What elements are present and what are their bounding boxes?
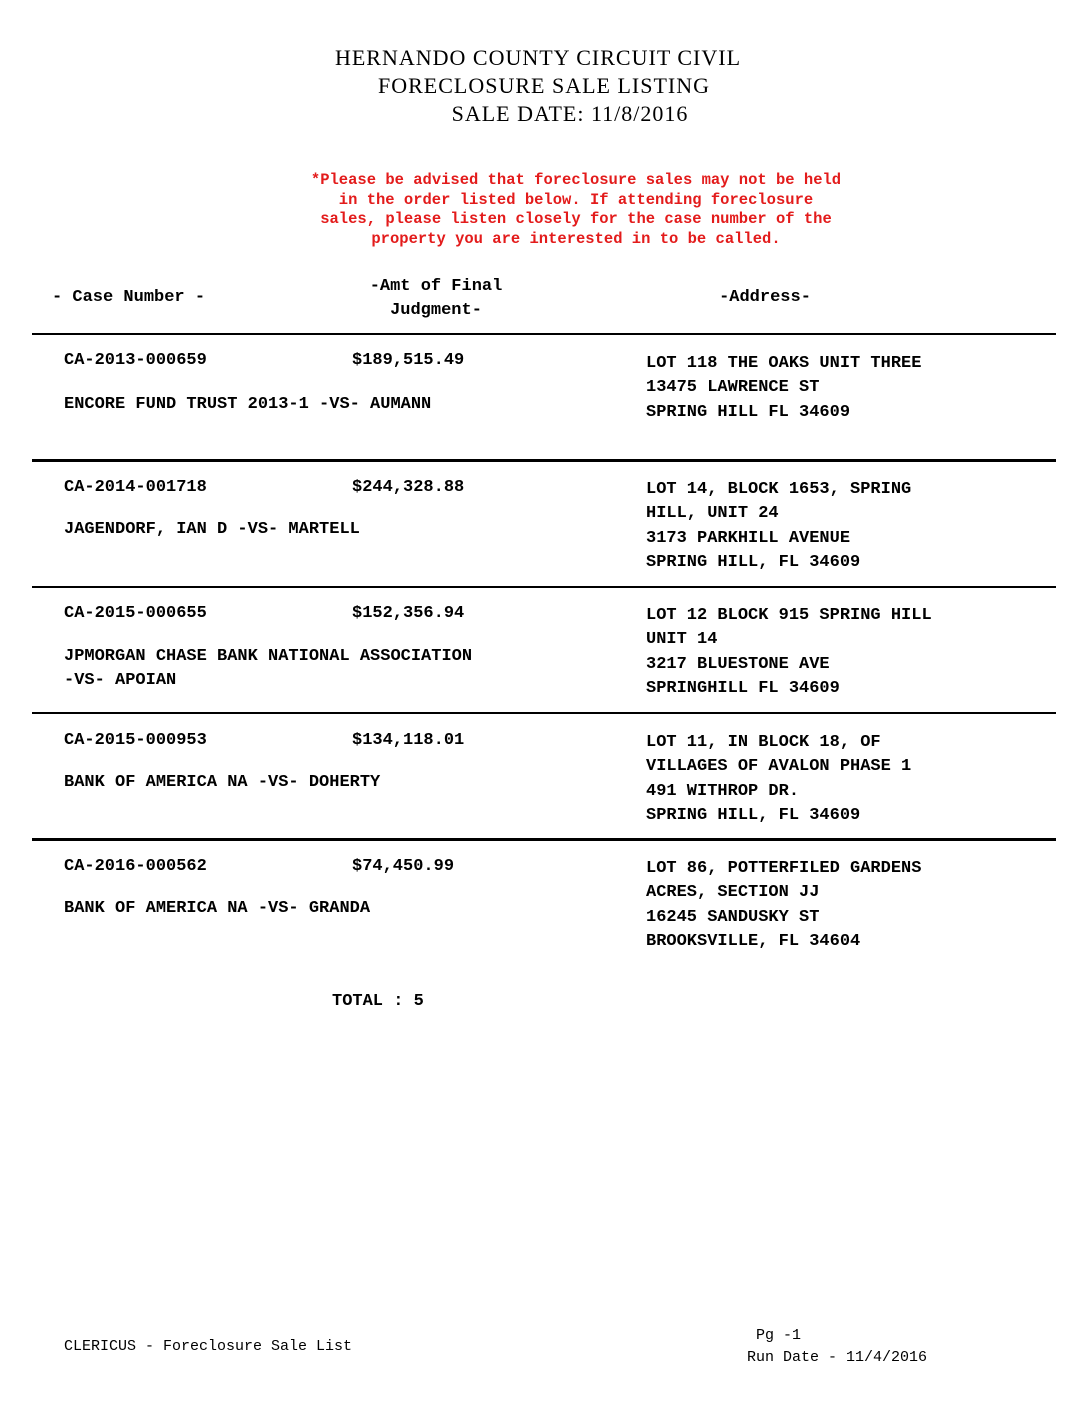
header-case-number: - Case Number - — [52, 288, 206, 307]
header-address: -Address- — [719, 288, 811, 307]
address-line: SPRING HILL, FL 34609 — [646, 552, 861, 572]
footer-source: CLERICUS - Foreclosure Sale List — [64, 1338, 353, 1355]
case-number: CA-2016-000562 — [64, 857, 207, 876]
header-amount-line: Judgment- — [390, 301, 482, 320]
address-line: ACRES, SECTION JJ — [646, 883, 820, 903]
address-line: 16245 SANDUSKY ST — [646, 907, 820, 927]
address-line: 13475 LAWRENCE ST — [646, 378, 820, 398]
notice-line: property you are interested in to be called. — [371, 229, 781, 248]
divider — [32, 586, 1056, 588]
notice-line: *Please be advised that foreclosure sales may not be held — [310, 171, 842, 189]
run-date: Run Date - 11/4/2016 — [747, 1349, 928, 1366]
parties-line: JAGENDORF, IAN D -VS- MARTELL — [64, 520, 360, 539]
property-address — [646, 731, 911, 828]
property-address — [646, 478, 911, 575]
judgment-amount: $189,515.49 — [352, 351, 465, 370]
address-line: 3217 BLUESTONE AVE — [646, 654, 830, 674]
parties-line: BANK OF AMERICA NA -VS- DOHERTY — [64, 773, 381, 792]
notice-line: in the order listed below. If attending foreclosure — [338, 190, 814, 209]
judgment-amount: $134,118.01 — [352, 731, 465, 750]
header-amount — [336, 275, 536, 323]
address-line: SPRING HILL FL 34609 — [646, 402, 851, 422]
address-line: LOT 14, BLOCK 1653, SPRING — [646, 480, 912, 499]
address-line: 3173 PARKHILL AVENUE — [646, 528, 851, 548]
parties-line: ENCORE FUND TRUST 2013-1 -VS- AUMANN — [64, 395, 432, 414]
address-line: SPRINGHILL FL 34609 — [646, 678, 840, 698]
address-line: LOT 118 THE OAKS UNIT THREE — [646, 354, 922, 373]
address-line: UNIT 14 — [646, 630, 718, 650]
notice — [256, 171, 896, 249]
notice-line: sales, please listen closely for the case number of the — [320, 210, 832, 228]
case-parties — [64, 393, 431, 417]
document-title: HERNANDO COUNTY CIRCUIT CIVIL — [334, 45, 742, 70]
sale-date: SALE DATE: 11/8/2016 — [451, 101, 689, 126]
address-line: VILLAGES OF AVALON PHASE 1 — [646, 757, 912, 777]
parties-line: JPMORGAN CHASE BANK NATIONAL ASSOCIATION — [64, 647, 473, 666]
address-line: HILL, UNIT 24 — [646, 504, 779, 524]
divider — [32, 333, 1056, 335]
property-address — [646, 352, 921, 425]
divider — [32, 838, 1056, 841]
address-line: LOT 86, POTTERFILED GARDENS — [646, 859, 922, 878]
parties-line: BANK OF AMERICA NA -VS- GRANDA — [64, 899, 371, 918]
divider — [32, 459, 1056, 462]
header-amount-line: -Amt of Final — [369, 277, 503, 296]
document-subtitle: FORECLOSURE SALE LISTING — [377, 73, 710, 98]
case-number: CA-2013-000659 — [64, 351, 207, 370]
judgment-amount: $152,356.94 — [352, 604, 465, 623]
address-line: LOT 11, IN BLOCK 18, OF — [646, 733, 881, 752]
property-address — [646, 857, 921, 954]
case-parties — [64, 771, 380, 795]
divider — [32, 712, 1056, 714]
parties-line: -VS- APOIAN — [64, 671, 177, 691]
address-line: BROOKSVILLE, FL 34604 — [646, 931, 861, 951]
case-number: CA-2015-000655 — [64, 604, 207, 623]
judgment-amount: $244,328.88 — [352, 478, 465, 497]
case-parties — [64, 897, 370, 921]
case-parties — [64, 518, 360, 542]
case-parties — [64, 645, 472, 694]
address-line: SPRING HILL, FL 34609 — [646, 805, 861, 825]
judgment-amount: $74,450.99 — [352, 857, 455, 876]
address-line: 491 WITHROP DR. — [646, 781, 800, 801]
page-number: Pg -1 — [756, 1327, 802, 1344]
address-line: LOT 12 BLOCK 915 SPRING HILL — [646, 606, 932, 625]
case-number: CA-2014-001718 — [64, 478, 207, 497]
property-address — [646, 604, 932, 701]
case-number: CA-2015-000953 — [64, 731, 207, 750]
total-count: TOTAL : 5 — [332, 992, 424, 1011]
